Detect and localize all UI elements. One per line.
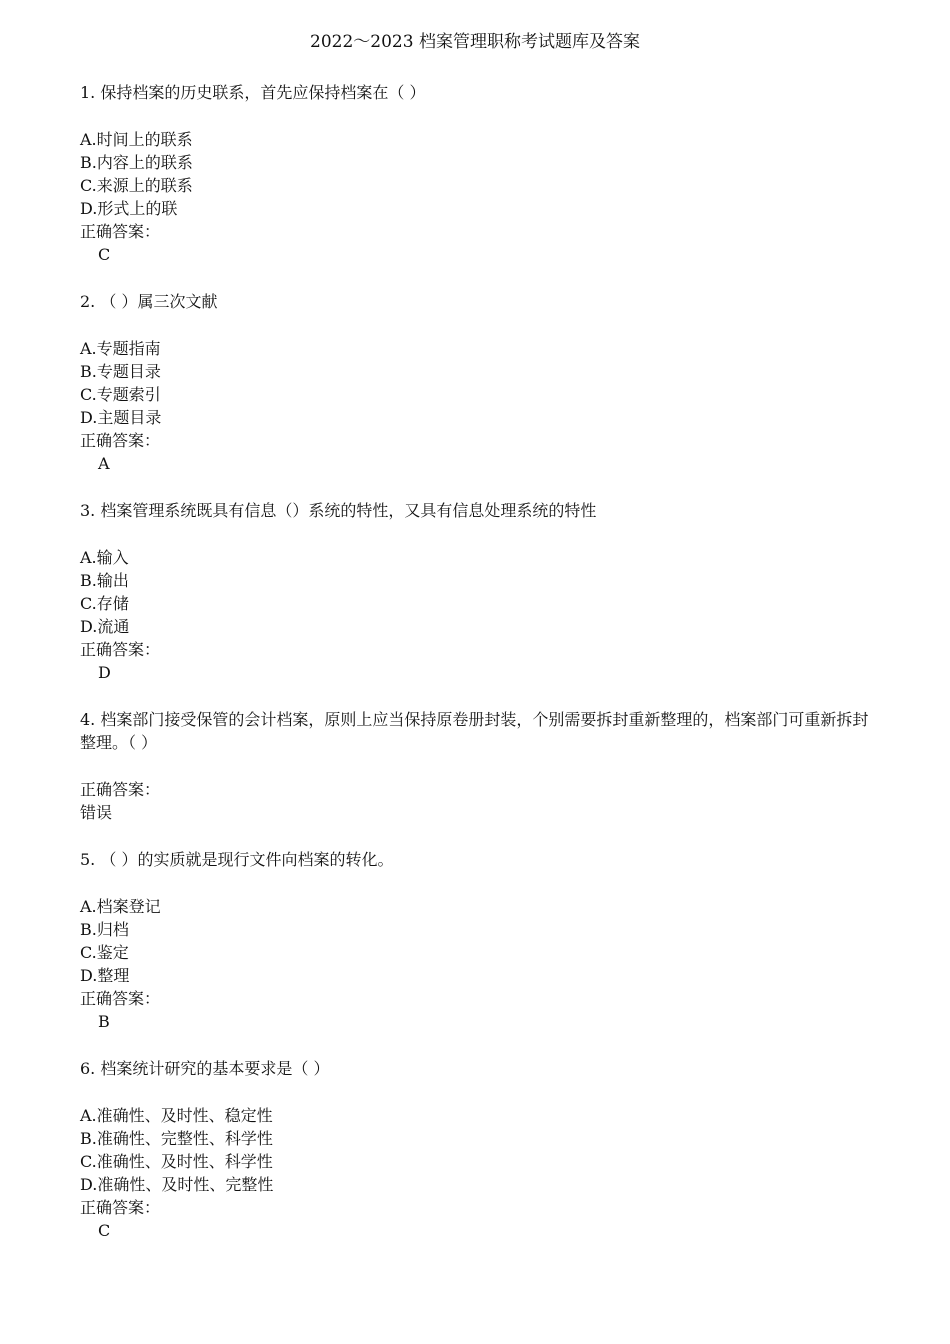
- option-a: A.时间上的联系: [80, 130, 193, 149]
- answer-label: 正确答案：: [80, 640, 161, 659]
- question-stem: 3. 档案管理系统既具有信息（）系统的特性，又具有信息处理系统的特性: [80, 501, 597, 520]
- answer-value: D: [98, 663, 111, 682]
- option-b: B.归档: [80, 920, 129, 939]
- question-list: [80, 81, 870, 1242]
- question-stem: 6. 档案统计研究的基本要求是（ ）: [80, 1059, 330, 1078]
- question-1: [80, 81, 870, 266]
- option-c: C.鉴定: [80, 943, 129, 962]
- option-d: D.形式上的联: [80, 199, 178, 218]
- question-6: [80, 1057, 870, 1242]
- option-c: C.准确性、及时性、科学性: [80, 1152, 273, 1171]
- answer-value: C: [98, 1221, 111, 1240]
- option-c: C.来源上的联系: [80, 176, 193, 195]
- option-d: D.流通: [80, 617, 130, 636]
- option-c: C.专题索引: [80, 385, 161, 404]
- question-3: [80, 499, 870, 684]
- option-b: B.专题目录: [80, 362, 161, 381]
- option-b: B.输出: [80, 571, 129, 590]
- option-d: D.整理: [80, 966, 130, 985]
- answer-value: 错误: [80, 803, 113, 822]
- option-a: A.准确性、及时性、稳定性: [80, 1106, 273, 1125]
- answer-value: C: [98, 245, 111, 264]
- answer-label: 正确答案：: [80, 780, 161, 799]
- question-4: [80, 708, 870, 824]
- option-b: B.准确性、完整性、科学性: [80, 1129, 273, 1148]
- question-stem: 5. （ ）的实质就是现行文件向档案的转化。: [80, 850, 394, 869]
- question-2: [80, 290, 870, 475]
- option-c: C.存储: [80, 594, 129, 613]
- answer-value: A: [98, 454, 110, 473]
- answer-label: 正确答案：: [80, 431, 161, 450]
- question-5: [80, 848, 870, 1033]
- answer-label: 正确答案：: [80, 1198, 161, 1217]
- question-stem: 1. 保持档案的历史联系，首先应保持档案在（ ）: [80, 83, 426, 102]
- question-stem: 4. 档案部门接受保管的会计档案，原则上应当保持原卷册封装，个别需要拆封重新整理的，档案部门可重新拆封整理。（ ）: [80, 710, 869, 752]
- option-a: A.档案登记: [80, 897, 161, 916]
- option-d: D.准确性、及时性、完整性: [80, 1175, 274, 1194]
- question-stem: 2. （ ）属三次文献: [80, 292, 218, 311]
- option-d: D.主题目录: [80, 408, 162, 427]
- answer-label: 正确答案：: [80, 989, 161, 1008]
- option-a: A.输入: [80, 548, 129, 567]
- document-title: 2022～2023 档案管理职称考试题库及答案: [310, 32, 640, 52]
- option-b: B.内容上的联系: [80, 153, 193, 172]
- option-a: A.专题指南: [80, 339, 161, 358]
- answer-label: 正确答案：: [80, 222, 161, 241]
- answer-value: B: [98, 1012, 110, 1031]
